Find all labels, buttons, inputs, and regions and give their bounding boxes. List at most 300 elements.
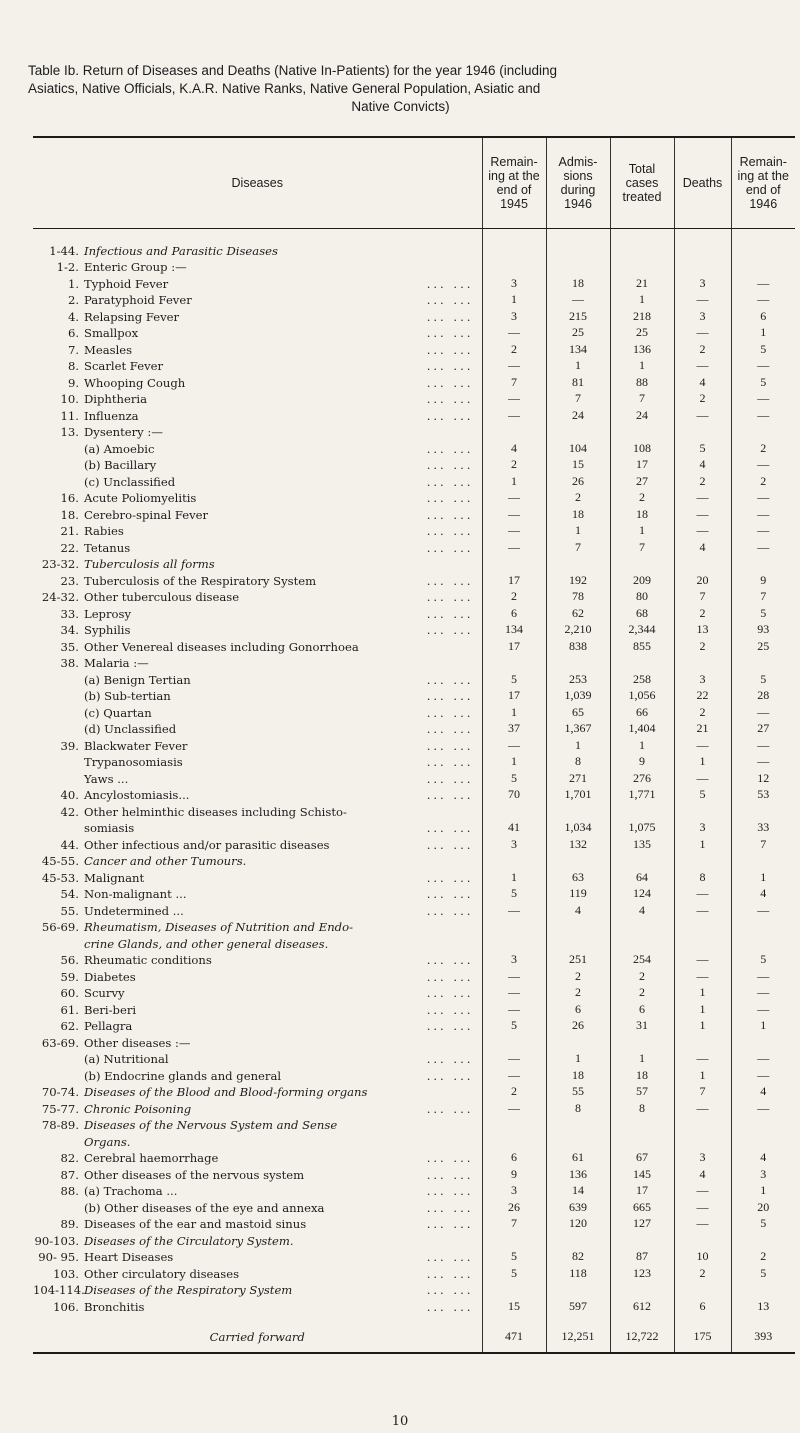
cell-deaths: 1 xyxy=(674,1017,731,1034)
disease-code: 45-53. xyxy=(41,870,79,885)
disease-label: Other diseases :— xyxy=(84,1035,191,1050)
leader-dots: ... ... xyxy=(426,1151,474,1165)
disease-cell xyxy=(33,373,482,390)
cell-total-cases xyxy=(610,934,674,951)
cell-admissions-1946: 1,034 xyxy=(546,819,610,836)
cell-remaining-1945: 5 xyxy=(482,1248,546,1265)
cell-remaining-1945: 70 xyxy=(482,786,546,803)
cell-remaining-1945: 3 xyxy=(482,307,546,324)
disease-label: Bronchitis xyxy=(84,1299,145,1314)
disease-label: (b) Endocrine glands and general xyxy=(84,1068,282,1083)
cell-remaining-1946: 4 xyxy=(731,1083,795,1100)
cell-deaths: 22 xyxy=(674,687,731,704)
cell-deaths: 2 xyxy=(674,472,731,489)
disease-cell xyxy=(33,1017,482,1034)
cell-remaining-1946: 13 xyxy=(731,1297,795,1314)
cell-remaining-1945: 15 xyxy=(482,1297,546,1314)
table-row xyxy=(33,340,795,357)
disease-label: Diseases of the Circulatory System. xyxy=(84,1233,294,1248)
cell-remaining-1945: 134 xyxy=(482,621,546,638)
cell-deaths: — xyxy=(674,1215,731,1232)
cell-remaining-1946: — xyxy=(731,984,795,1001)
cell-total-cases xyxy=(610,802,674,819)
leader-dots: ... ... xyxy=(426,771,474,786)
cell-total-cases: 7 xyxy=(610,390,674,407)
table-row xyxy=(33,1050,795,1067)
table-row xyxy=(33,1281,795,1298)
disease-label: Other helminthic diseases including Schisto- xyxy=(84,804,347,819)
cell-admissions-1946: 134 xyxy=(546,340,610,357)
cell-remaining-1946: 93 xyxy=(731,621,795,638)
leader-dots: ... ... xyxy=(426,1266,474,1281)
disease-code: 1-2. xyxy=(56,260,79,274)
disease-cell xyxy=(33,819,482,836)
cell-remaining-1946 xyxy=(731,918,795,935)
cell-total-cases xyxy=(610,258,674,275)
cell-remaining-1946: 20 xyxy=(731,1198,795,1215)
disease-code: 90-103. xyxy=(34,1233,79,1248)
table-row xyxy=(33,1182,795,1199)
table-row xyxy=(33,951,795,968)
cell-admissions-1946: 597 xyxy=(546,1297,610,1314)
disease-code: 63-69. xyxy=(41,1035,79,1050)
disease-label: Tetanus xyxy=(84,540,131,555)
cell-admissions-1946: 119 xyxy=(546,885,610,902)
leader-dots: ... ... xyxy=(426,1299,474,1314)
header-admissions-1946: Admis-sions during 1946 xyxy=(546,137,610,229)
disease-code: 1. xyxy=(67,276,79,291)
cell-deaths xyxy=(674,1033,731,1050)
disease-code: 44. xyxy=(60,837,79,852)
disease-cell xyxy=(33,1033,482,1050)
cell-deaths: 1 xyxy=(674,984,731,1001)
table-row xyxy=(33,604,795,621)
cell-admissions-1946: 18 xyxy=(546,505,610,522)
cell-admissions-1946: 7 xyxy=(546,390,610,407)
cell-deaths: 4 xyxy=(674,456,731,473)
cell-total-cases: 123 xyxy=(610,1264,674,1281)
cell-remaining-1945 xyxy=(482,1132,546,1149)
disease-code: 90- 95. xyxy=(38,1250,79,1264)
cell-admissions-1946 xyxy=(546,229,610,258)
disease-cell xyxy=(33,1198,482,1215)
cell-remaining-1946 xyxy=(731,1116,795,1133)
cell-admissions-1946: 26 xyxy=(546,472,610,489)
cell-deaths: 1 xyxy=(674,753,731,770)
cell-total-cases: 66 xyxy=(610,703,674,720)
cell-total-cases: 8 xyxy=(610,1099,674,1116)
cell-remaining-1946: 2 xyxy=(731,1248,795,1265)
table-row xyxy=(33,868,795,885)
leader-dots: ... ... xyxy=(426,705,474,720)
leader-dots: ... ... xyxy=(426,408,474,423)
disease-label: Undetermined ... xyxy=(84,903,184,918)
cell-admissions-1946: 65 xyxy=(546,703,610,720)
table-row xyxy=(33,703,795,720)
leader-dots: ... ... xyxy=(426,573,474,588)
cell-remaining-1946 xyxy=(731,1033,795,1050)
table-row xyxy=(33,720,795,737)
cell-remaining-1945: — xyxy=(482,522,546,539)
cell-total-cases: 218 xyxy=(610,307,674,324)
disease-label: (c) Quartan xyxy=(84,705,152,720)
disease-code: 104-114. xyxy=(33,1283,85,1297)
disease-label: (b) Sub-tertian xyxy=(84,689,171,703)
table-row xyxy=(33,918,795,935)
table-row xyxy=(33,357,795,374)
cell-deaths: — xyxy=(674,1182,731,1199)
cell-deaths: 2 xyxy=(674,1264,731,1281)
cell-admissions-1946: 18 xyxy=(546,1066,610,1083)
table-row xyxy=(33,753,795,770)
cell-deaths: — xyxy=(674,1099,731,1116)
disease-cell xyxy=(33,1182,482,1199)
leader-dots: ... ... xyxy=(426,474,474,489)
table-row xyxy=(33,835,795,852)
cell-remaining-1945: 3 xyxy=(482,835,546,852)
disease-code: 103. xyxy=(53,1266,79,1281)
cell-total-cases: 17 xyxy=(610,1182,674,1199)
cell-admissions-1946 xyxy=(546,1116,610,1133)
leader-dots: ... ... xyxy=(426,458,474,472)
cell-admissions-1946: 2,210 xyxy=(546,621,610,638)
cell-deaths xyxy=(674,555,731,572)
cell-admissions-1946: 639 xyxy=(546,1198,610,1215)
cell-total-cases: 258 xyxy=(610,670,674,687)
table-row xyxy=(33,522,795,539)
disease-label: (a) Benign Tertian xyxy=(84,672,191,687)
disease-cell xyxy=(33,1281,482,1298)
disease-label: Scurvy xyxy=(84,986,125,1000)
disease-code: 62. xyxy=(60,1019,79,1033)
cell-remaining-1946: — xyxy=(731,489,795,506)
disease-code: 89. xyxy=(60,1217,79,1231)
disease-label: (a) Trachoma ... xyxy=(84,1184,178,1198)
leader-dots: ... ... xyxy=(426,837,474,852)
cell-deaths xyxy=(674,1281,731,1298)
cell-remaining-1946: — xyxy=(731,456,795,473)
disease-cell xyxy=(33,472,482,489)
table-row xyxy=(33,1083,795,1100)
cell-remaining-1945: 6 xyxy=(482,1149,546,1166)
cell-total-cases: 612 xyxy=(610,1297,674,1314)
table-row xyxy=(33,439,795,456)
table-row xyxy=(33,1132,795,1149)
cell-total-cases: 31 xyxy=(610,1017,674,1034)
table-row xyxy=(33,406,795,423)
cell-admissions-1946: 8 xyxy=(546,1099,610,1116)
table-row xyxy=(33,538,795,555)
cell-remaining-1945: 2 xyxy=(482,588,546,605)
disease-code: 23. xyxy=(60,573,79,588)
cell-admissions-1946 xyxy=(546,802,610,819)
cell-total-cases: 18 xyxy=(610,1066,674,1083)
cell-remaining-1945: 5 xyxy=(482,670,546,687)
cell-total-cases: 1 xyxy=(610,736,674,753)
cell-deaths: 2 xyxy=(674,340,731,357)
disease-label: Scarlet Fever xyxy=(84,359,164,373)
disease-cell xyxy=(33,1116,482,1133)
cell-total-cases: 124 xyxy=(610,885,674,902)
cell-deaths: — xyxy=(674,1198,731,1215)
disease-code: 45-55. xyxy=(41,854,79,868)
table-row xyxy=(33,885,795,902)
disease-cell xyxy=(33,1050,482,1067)
disease-label: Ancylostomiasis... xyxy=(84,788,190,802)
cell-remaining-1946: — xyxy=(731,736,795,753)
disease-cell xyxy=(33,1066,482,1083)
leader-dots: ... ... xyxy=(426,1002,474,1017)
cell-total-cases: 254 xyxy=(610,951,674,968)
cell-total-cases: 18 xyxy=(610,505,674,522)
disease-cell xyxy=(33,1083,482,1100)
disease-label: Dysentery :— xyxy=(84,425,163,439)
disease-label: Other Venereal diseases including Gonorrhoea xyxy=(84,639,359,654)
cell-remaining-1945 xyxy=(482,1033,546,1050)
cell-admissions-1946 xyxy=(546,423,610,440)
cell-remaining-1945: — xyxy=(482,1066,546,1083)
table-row xyxy=(33,1033,795,1050)
table-row xyxy=(33,802,795,819)
cell-remaining-1945: 2 xyxy=(482,1083,546,1100)
leader-dots: ... ... xyxy=(426,524,474,538)
leader-dots: ... ... xyxy=(426,1052,474,1066)
leader-dots: ... ... xyxy=(426,887,474,901)
table-row xyxy=(33,291,795,308)
cell-total-cases xyxy=(610,1281,674,1298)
table-title xyxy=(28,62,773,116)
leader-dots: ... ... xyxy=(426,309,474,324)
cell-admissions-1946: 81 xyxy=(546,373,610,390)
disease-cell xyxy=(33,621,482,638)
disease-code: 11. xyxy=(60,408,79,423)
disease-label: Chronic Poisoning xyxy=(84,1101,192,1116)
cell-total-cases: 855 xyxy=(610,637,674,654)
cell-remaining-1945: 37 xyxy=(482,720,546,737)
cell-deaths: — xyxy=(674,885,731,902)
table-bottom-rule xyxy=(33,1348,795,1353)
disease-label: Paratyphoid Fever xyxy=(84,293,192,307)
cell-remaining-1946: 9 xyxy=(731,571,795,588)
cell-remaining-1945: — xyxy=(482,1000,546,1017)
table-row xyxy=(33,1066,795,1083)
leader-dots: ... ... xyxy=(426,821,474,835)
cell-deaths: 3 xyxy=(674,819,731,836)
leader-dots: ... ... xyxy=(426,755,474,769)
disease-cell xyxy=(33,258,482,275)
cell-deaths xyxy=(674,852,731,869)
cell-deaths: 4 xyxy=(674,1165,731,1182)
cell-remaining-1946: — xyxy=(731,538,795,555)
cell-admissions-1946: 55 xyxy=(546,1083,610,1100)
table-row xyxy=(33,324,795,341)
disease-cell xyxy=(33,324,482,341)
cell-admissions-1946 xyxy=(546,852,610,869)
cell-remaining-1945: 4 xyxy=(482,439,546,456)
disease-cell xyxy=(33,1000,482,1017)
leader-dots: ... ... xyxy=(426,276,474,291)
cell-total-cases: 1,075 xyxy=(610,819,674,836)
cell-deaths xyxy=(674,802,731,819)
disease-cell xyxy=(33,423,482,440)
cell-remaining-1946 xyxy=(731,258,795,275)
cell-deaths: 2 xyxy=(674,604,731,621)
disease-label: Cerebral haemorrhage xyxy=(84,1151,219,1165)
disease-cell xyxy=(33,654,482,671)
disease-label: Pellagra xyxy=(84,1019,133,1033)
cell-total-cases xyxy=(610,229,674,258)
disease-label: Cancer and other Tumours. xyxy=(84,854,247,868)
table-row xyxy=(33,258,795,275)
disease-code: 55. xyxy=(60,903,79,918)
header-remaining-1946: Remain-ing at the end of 1946 xyxy=(731,137,795,229)
cell-deaths: 3 xyxy=(674,670,731,687)
cell-admissions-1946: 2 xyxy=(546,984,610,1001)
cell-admissions-1946: 136 xyxy=(546,1165,610,1182)
disease-code: 16. xyxy=(60,491,79,505)
cell-remaining-1946: — xyxy=(731,753,795,770)
cell-total-cases: 136 xyxy=(610,340,674,357)
cell-remaining-1946: 2 xyxy=(731,439,795,456)
cell-deaths xyxy=(674,1132,731,1149)
cell-remaining-1945: — xyxy=(482,390,546,407)
cell-admissions-1946 xyxy=(546,934,610,951)
leader-dots: ... ... xyxy=(426,326,474,340)
disease-cell xyxy=(33,703,482,720)
cell-remaining-1946: 5 xyxy=(731,340,795,357)
cell-admissions-1946: 1,367 xyxy=(546,720,610,737)
cell-remaining-1946: — xyxy=(731,357,795,374)
disease-cell xyxy=(33,1231,482,1248)
cell-remaining-1945: 41 xyxy=(482,819,546,836)
cell-remaining-1945: — xyxy=(482,736,546,753)
cell-total-cases xyxy=(610,918,674,935)
cell-remaining-1946: 7 xyxy=(731,588,795,605)
disease-label: Other diseases of the nervous system xyxy=(84,1167,305,1182)
disease-cell xyxy=(33,1132,482,1149)
cell-remaining-1946: 5 xyxy=(731,604,795,621)
cell-deaths: — xyxy=(674,901,731,918)
disease-code: 22. xyxy=(60,540,79,555)
cell-remaining-1945: — xyxy=(482,984,546,1001)
cell-deaths: 5 xyxy=(674,439,731,456)
disease-code: 21. xyxy=(60,524,79,538)
cell-remaining-1946: 5 xyxy=(731,670,795,687)
cell-remaining-1945: — xyxy=(482,901,546,918)
cell-admissions-1946: 120 xyxy=(546,1215,610,1232)
disease-cell xyxy=(33,967,482,984)
disease-code: 59. xyxy=(60,969,79,984)
disease-code: 2. xyxy=(67,293,79,307)
header-deaths: Deaths xyxy=(674,137,731,229)
cell-total-cases: 135 xyxy=(610,835,674,852)
total-remaining-1945: 471 xyxy=(482,1314,546,1348)
cell-remaining-1945: 26 xyxy=(482,1198,546,1215)
disease-label: Relapsing Fever xyxy=(84,309,180,324)
table-row xyxy=(33,456,795,473)
table-row xyxy=(33,852,795,869)
cell-remaining-1945 xyxy=(482,229,546,258)
leader-dots: ... ... xyxy=(426,342,474,357)
cell-deaths: — xyxy=(674,406,731,423)
disease-cell xyxy=(33,390,482,407)
cell-admissions-1946 xyxy=(546,1033,610,1050)
cell-deaths xyxy=(674,1116,731,1133)
leader-dots: ... ... xyxy=(426,788,474,802)
disease-cell xyxy=(33,522,482,539)
cell-remaining-1946 xyxy=(731,555,795,572)
disease-code: 61. xyxy=(60,1002,79,1017)
cell-total-cases: 2 xyxy=(610,967,674,984)
disease-cell xyxy=(33,1099,482,1116)
disease-label: (d) Unclassified xyxy=(84,722,177,736)
cell-total-cases: 108 xyxy=(610,439,674,456)
leader-dots: ... ... xyxy=(426,590,474,604)
cell-remaining-1946: 4 xyxy=(731,1149,795,1166)
cell-remaining-1946: 3 xyxy=(731,1165,795,1182)
cell-total-cases xyxy=(610,555,674,572)
cell-remaining-1946: 6 xyxy=(731,307,795,324)
table-row xyxy=(33,687,795,704)
cell-remaining-1945: — xyxy=(482,505,546,522)
disease-cell xyxy=(33,406,482,423)
cell-admissions-1946: 15 xyxy=(546,456,610,473)
cell-admissions-1946 xyxy=(546,1132,610,1149)
disease-cell xyxy=(33,736,482,753)
cell-remaining-1946: 4 xyxy=(731,885,795,902)
cell-deaths: 7 xyxy=(674,1083,731,1100)
cell-admissions-1946: 132 xyxy=(546,835,610,852)
leader-dots: ... ... xyxy=(426,1019,474,1033)
cell-remaining-1946: 27 xyxy=(731,720,795,737)
cell-admissions-1946: 1 xyxy=(546,1050,610,1067)
cell-deaths: — xyxy=(674,522,731,539)
disease-cell xyxy=(33,1215,482,1232)
cell-remaining-1945 xyxy=(482,654,546,671)
cell-total-cases: 1,056 xyxy=(610,687,674,704)
disease-label: Infectious and Parasitic Diseases xyxy=(84,243,278,258)
disease-cell xyxy=(33,852,482,869)
cell-remaining-1945 xyxy=(482,1231,546,1248)
disease-code: 35. xyxy=(60,639,79,654)
leader-dots: ... ... xyxy=(426,1184,474,1198)
disease-code: 70-74. xyxy=(41,1085,79,1099)
disease-label: Diseases of the Blood and Blood-forming organs xyxy=(84,1085,368,1099)
cell-remaining-1946: 33 xyxy=(731,819,795,836)
cell-remaining-1946: 7 xyxy=(731,835,795,852)
cell-admissions-1946: 251 xyxy=(546,951,610,968)
cell-total-cases: 1,771 xyxy=(610,786,674,803)
cell-total-cases: 1 xyxy=(610,522,674,539)
carried-forward-row xyxy=(33,1314,795,1348)
cell-remaining-1946 xyxy=(731,229,795,258)
disease-cell xyxy=(33,588,482,605)
cell-remaining-1946: 1 xyxy=(731,1017,795,1034)
table-row xyxy=(33,1116,795,1133)
cell-remaining-1946: — xyxy=(731,1099,795,1116)
cell-remaining-1946: — xyxy=(731,522,795,539)
cell-total-cases xyxy=(610,1033,674,1050)
table-row xyxy=(33,934,795,951)
table-row xyxy=(33,1165,795,1182)
cell-total-cases: 7 xyxy=(610,538,674,555)
total-remaining-1946: 393 xyxy=(731,1314,795,1348)
cell-remaining-1946: — xyxy=(731,406,795,423)
table-row xyxy=(33,786,795,803)
cell-admissions-1946: 271 xyxy=(546,769,610,786)
disease-cell xyxy=(33,802,482,819)
disease-cell xyxy=(33,357,482,374)
